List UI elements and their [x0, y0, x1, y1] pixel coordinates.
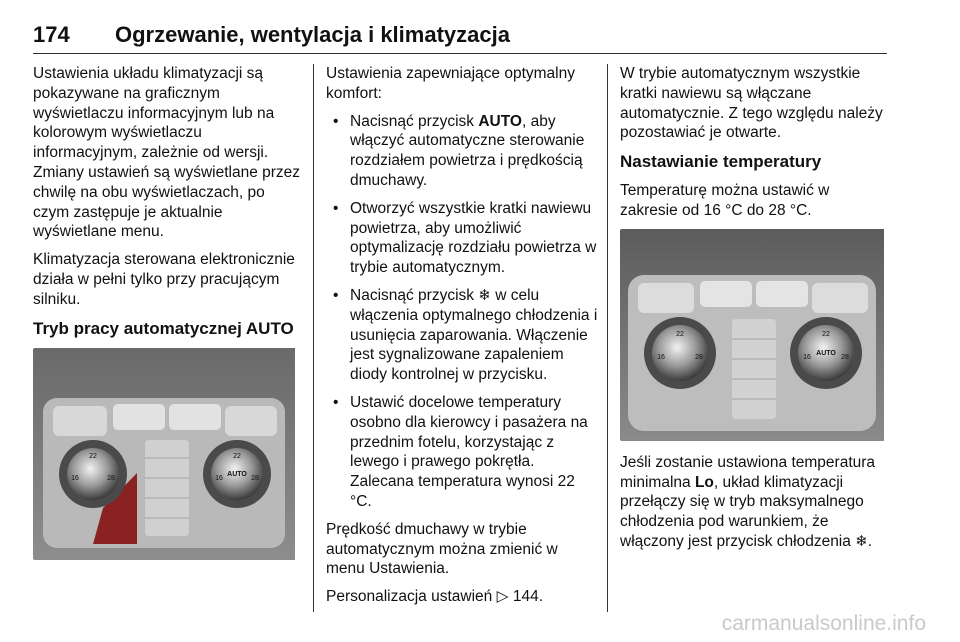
- column-divider-1: [313, 64, 314, 612]
- fig1-left-dial-max: 28: [107, 474, 115, 482]
- snowflake-icon: ❄: [478, 286, 491, 304]
- fig1-right-dial-top: 22: [233, 452, 241, 460]
- fan-speed-paragraph: Prędkość dmuchawy w trybie automatycznym można zmienić w menu Ustawienia.: [326, 520, 558, 578]
- page-header: [33, 18, 887, 54]
- engine-note-paragraph: Klimatyzacja sterowana elektronicznie działa w pełni tylko przy pracującym silniku.: [33, 251, 295, 308]
- fig1-auto-label: AUTO: [227, 470, 247, 478]
- fig1-left-dial-top: 22: [89, 452, 97, 460]
- fig2-right-dial-min: 16: [803, 353, 811, 361]
- comfort-intro: Ustawienia zapewniające optymalny komfort:: [326, 65, 575, 102]
- fig2-left-dial-max: 28: [695, 353, 703, 361]
- column-right: [620, 64, 890, 560]
- page-reference-link[interactable]: 144.: [512, 588, 543, 606]
- temperature-range-paragraph: Temperaturę można ustawić w zakresie od 16 °C do 28 °C.: [620, 182, 830, 219]
- chapter-title: Ogrzewanie, wentylacja i klimatyzacja: [115, 22, 510, 47]
- auto-button-ref: AUTO: [478, 112, 522, 130]
- fig2-right-dial-max: 28: [841, 353, 849, 361]
- figure-climate-panel-temperature: [620, 229, 890, 441]
- column-left: [33, 64, 301, 572]
- column-divider-2: [607, 64, 608, 612]
- personalization-paragraph: Personalizacja ustawień ▷ 144.: [326, 588, 543, 606]
- lo-temperature-paragraph: Jeśli zostanie ustawiona temperatura minimalna Lo, układ klimatyzacji przełączy się w tryb maksymalnego chłodzenia pod warunkiem, że włączony jest przycisk chłodzenia ❄.: [620, 453, 876, 550]
- page-number: 174: [33, 22, 70, 47]
- fig2-right-dial-top: 22: [822, 330, 830, 338]
- lo-setting-ref: Lo: [694, 473, 714, 491]
- intro-paragraph: Ustawienia układu klimatyzacji są pokazywane na graficznym wyświetlaczu informacyjnym lub na kolorowym wyświetlaczu informacyjnym, zależnie od wersji. Zmiany ustawień są wyświetlane przez chwilę na obu wyświetlaczach, po czym zastępuje je aktualnie wyświetlane menu.: [33, 65, 301, 241]
- climate-panel-illustration: [33, 348, 295, 560]
- list-item: • Nacisnąć przycisk AUTO, aby włączyć automatyczne sterowanie rozdziałem powietrza i prędkością dmuchawy.: [326, 112, 598, 191]
- figure-climate-panel-auto: [33, 348, 301, 560]
- list-item: • Otworzyć wszystkie kratki nawiewu powietrza, aby umożliwić optymalizację rozdziału powietrza w trybie automatycznym.: [326, 199, 598, 278]
- section-heading-auto: Tryb pracy automatycznej AUTO: [33, 318, 294, 338]
- fig1-left-dial-min: 16: [71, 474, 79, 482]
- list-item: • Ustawić docelowe temperatury osobno dla kierowcy i pasażera na przednim fotelu, korzystając z lewego i prawego pokrętła. Zalecana temperatura wynosi 22 °C.: [326, 393, 598, 512]
- page-reference-icon: ▷: [496, 588, 509, 606]
- watermark: carmanualsonline.info: [721, 612, 926, 635]
- fig2-left-dial-top: 22: [676, 330, 684, 338]
- list-item: • Nacisnąć przycisk ❄ w celu włączenia optymalnego chłodzenia i usunięcia zaparowania. Włączenie jest sygnalizowane zapaleniem diody kontrolnej w przycisku.: [326, 286, 598, 385]
- fig1-right-dial-min: 16: [215, 474, 223, 482]
- column-middle: [326, 64, 598, 615]
- climate-panel-illustration: [620, 229, 884, 441]
- section-heading-temperature: Nastawianie temperatury: [620, 152, 822, 172]
- vents-paragraph: W trybie automatycznym wszystkie kratki nawiewu są włączane automatycznie. Z tego względu należy pozostawiać je otwarte.: [620, 65, 883, 142]
- snowflake-icon: ❄: [855, 532, 868, 550]
- fig2-left-dial-min: 16: [657, 353, 665, 361]
- instruction-list: [326, 112, 598, 512]
- fig1-right-dial-max: 28: [251, 474, 259, 482]
- fig2-auto-label: AUTO: [816, 349, 836, 357]
